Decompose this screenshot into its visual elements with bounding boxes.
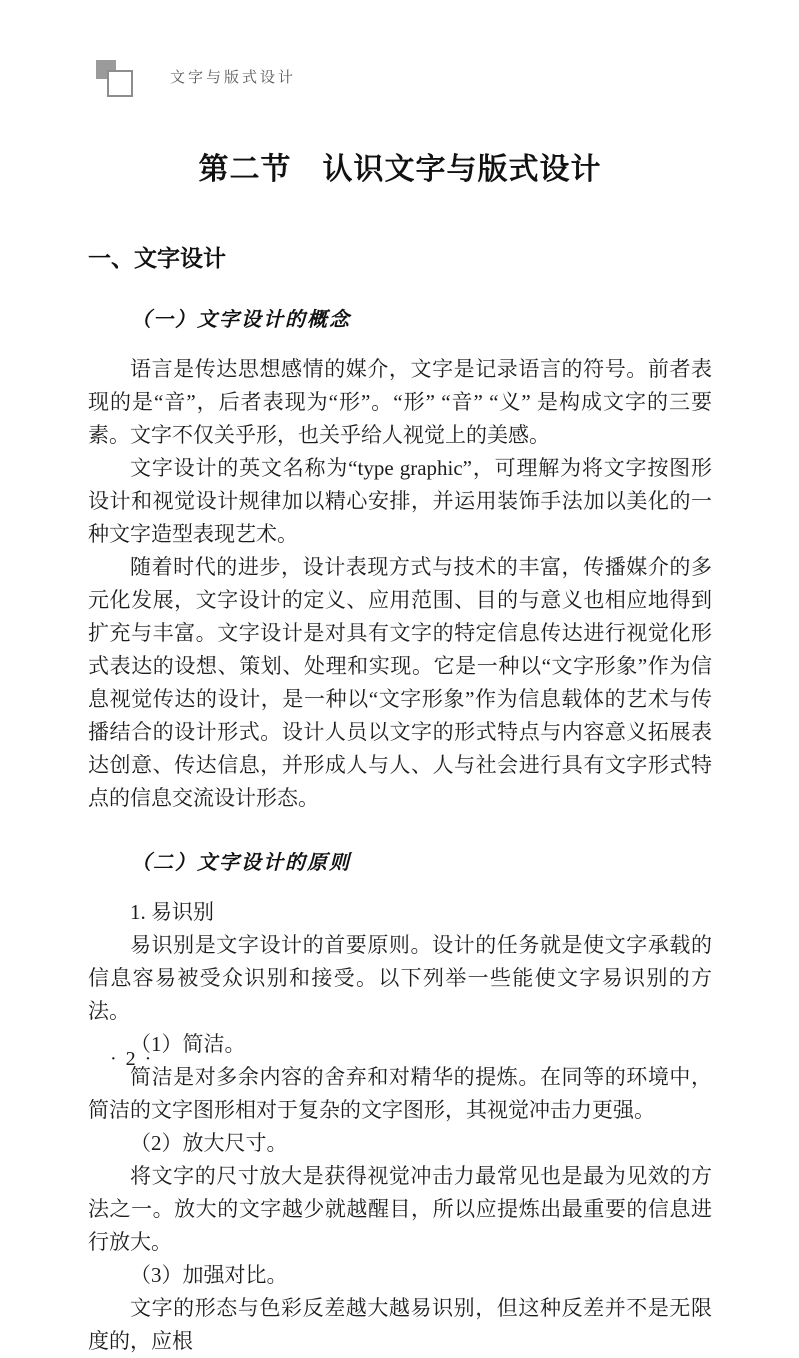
running-title: 文字与版式设计	[170, 69, 297, 86]
section-heading: 一、文字设计	[88, 245, 226, 271]
paragraph: 文字的形态与色彩反差越大越易识别，但这种反差并不是无限度的，应根	[88, 1296, 712, 1353]
paragraph: 将文字的尺寸放大是获得视觉冲击力最常见也是最为见效的方法之一。放大的文字越少就越醒目，所以应提炼出最重要的信息进行放大。	[88, 1164, 712, 1254]
paragraph: （3）加强对比。	[130, 1263, 288, 1287]
paragraph: 简洁是对多余内容的舍弃和对精华的提炼。在同等的环境中，简洁的文字图形相对于复杂的文字图形，其视觉冲击力更强。	[88, 1065, 712, 1122]
paragraph: 易识别是文字设计的首要原则。设计的任务就是使文字承载的信息容易被受众识别和接受。以下列举一些能使文字易识别的方法。	[88, 933, 712, 1023]
subsection-heading: （一）文字设计的概念	[131, 309, 351, 331]
page-number: · 2 ·	[110, 1048, 154, 1070]
text-blocks	[88, 244, 712, 1358]
paragraph: （1）简洁。	[130, 1032, 246, 1056]
content-column	[88, 0, 712, 1358]
paragraph: 文字设计的英文名称为“type graphic”，可理解为将文字按图形设计和视觉设计规律加以精心安排，并运用装饰手法加以美化的一种文字造型表现艺术。	[88, 456, 712, 546]
paragraph: 随着时代的进步，设计表现方式与技术的丰富，传播媒介的多元化发展，文字设计的定义、应用范围、目的与意义也相应地得到扩充与丰富。文字设计是对具有文字的特定信息传达进行视觉化形式表达的设想、策划、处理和实现。它是一种以“文字形象”作为信息视觉传达的设计，是一种以“文字形象”作为信息载体的艺术与传播结合的设计形式。设计人员以文字的形式特点与内容意义拓展表达创意、传达信息，并形成人与人、人与社会进行具有文字形式特点的信息交流设计形态。	[88, 555, 712, 810]
numbered-heading: 1. 易识别	[130, 900, 214, 924]
subsection-heading: （二）文字设计的原则	[131, 852, 351, 874]
paragraph: 语言是传达思想感情的媒介，文字是记录语言的符号。前者表现的是“音”，后者表现为“形”。“形” “音” “义” 是构成文字的三要素。文字不仅关乎形，也关乎给人视觉上的美感。	[88, 357, 712, 447]
paragraph: （2）放大尺寸。	[130, 1131, 288, 1155]
chapter-title: 第二节 认识文字与版式设计	[198, 153, 602, 186]
